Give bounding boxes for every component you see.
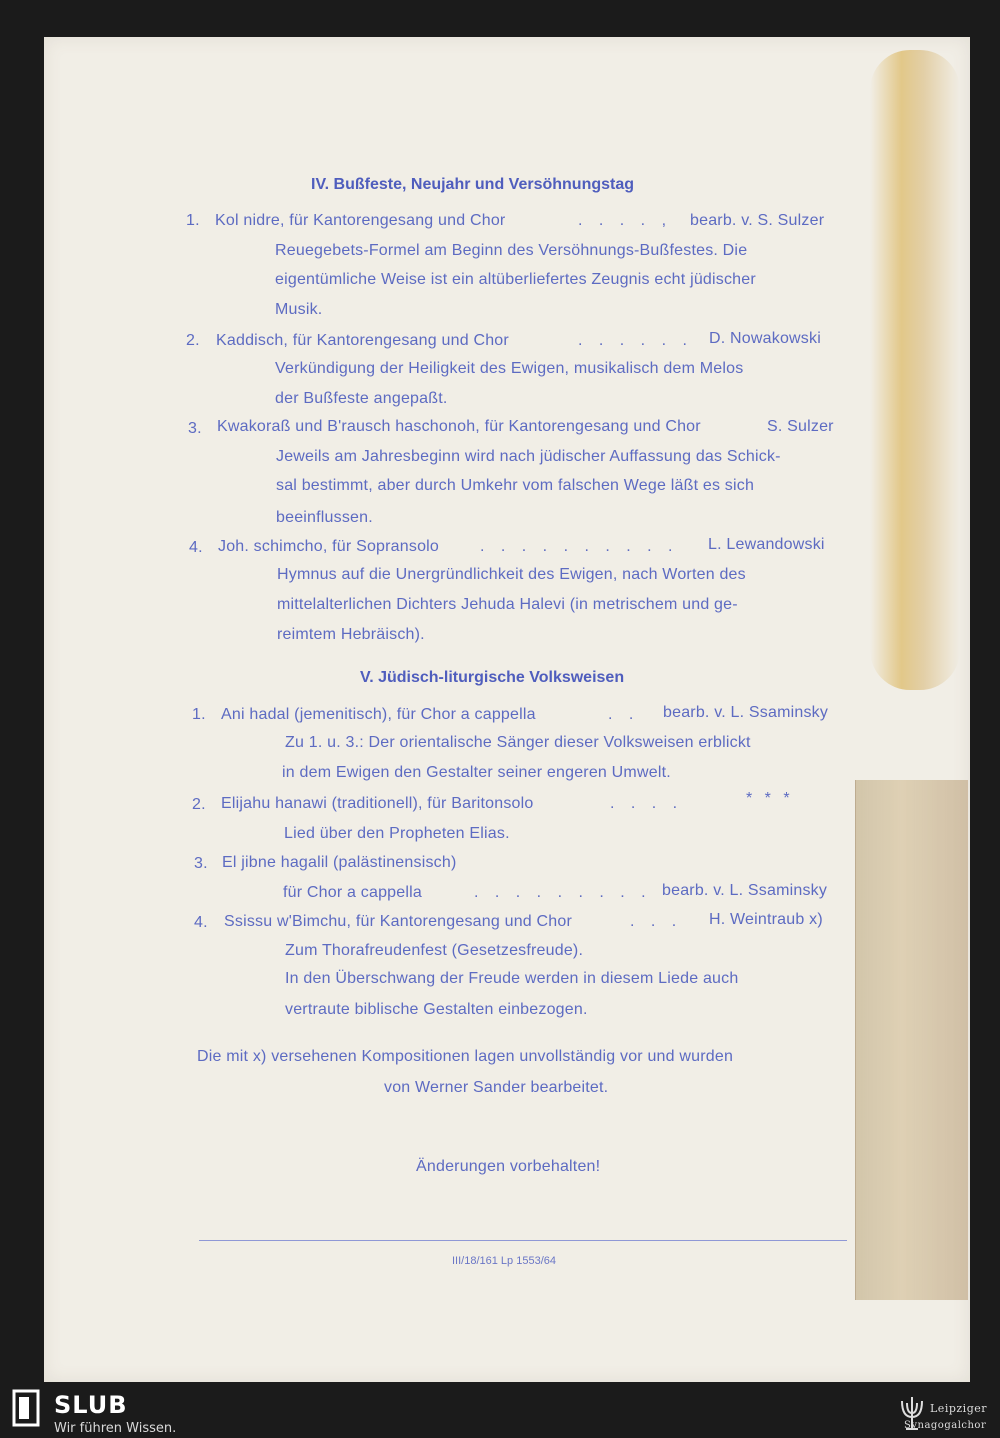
- brand-name: SLUB: [54, 1391, 128, 1419]
- item-description-line: beeinflussen.: [276, 509, 373, 526]
- item-description-line: Lied über den Propheten Elias.: [284, 825, 510, 842]
- item-composer: bearb. v. L. Ssaminsky: [662, 882, 828, 899]
- item-description-line: In den Überschwang der Freude werden in diesem Liede auch: [285, 970, 739, 987]
- item-description-line: reimtem Hebräisch).: [277, 626, 425, 643]
- paper-stain: [870, 50, 960, 690]
- item-description-line: Jeweils am Jahresbeginn wird nach jüdischer Auffassung das Schick-: [276, 448, 781, 465]
- item-dots: . . . .: [610, 795, 684, 812]
- item-composer: D. Nowakowski: [709, 330, 821, 347]
- item-title: Ssissu w'Bimchu, für Kantorengesang und Chor: [224, 913, 573, 930]
- partner-name-line2: Synagogalchor: [904, 1420, 987, 1431]
- item-description-line: sal bestimmt, aber durch Umkehr vom falschen Wege läßt es sich: [276, 477, 755, 494]
- item-dots: . . . . . . . . . .: [480, 538, 679, 555]
- item-dots: . . . . . . . . .: [474, 884, 652, 901]
- item-number: 1.: [186, 212, 200, 229]
- item-composer: L. Lewandowski: [708, 536, 825, 553]
- item-description-line: Zum Thorafreudenfest (Gesetzesfreude).: [285, 942, 584, 959]
- item-number: 1.: [192, 706, 206, 723]
- brand-tagline: Wir führen Wissen.: [54, 1421, 177, 1436]
- item-description-line: in dem Ewigen den Gestalter seiner engeren Umwelt.: [282, 764, 671, 781]
- item-title: Kwakoraß und B'rausch haschonoh, für Kantorengesang und Chor: [217, 418, 701, 435]
- item-number: 3.: [194, 855, 208, 872]
- tape-strip: [855, 780, 968, 1300]
- slub-logo-icon: [10, 1389, 42, 1427]
- item-number: 2.: [186, 332, 200, 349]
- note-line: von Werner Sander bearbeitet.: [384, 1079, 609, 1096]
- item-composer: S. Sulzer: [767, 418, 834, 435]
- item-dots: . . . . . .: [578, 332, 693, 349]
- partner-name-line1: Leipziger: [930, 1402, 987, 1415]
- item-description-line: Verkündigung der Heiligkeit des Ewigen, musikalisch dem Melos: [275, 360, 744, 377]
- item-composer: bearb. v. S. Sulzer: [690, 212, 825, 229]
- item-number: 4.: [189, 539, 203, 556]
- item-composer: H. Weintraub x): [709, 911, 823, 928]
- item-number: 2.: [192, 796, 206, 813]
- item-description-line: mittelalterlichen Dichters Jehuda Halevi (in metrischem und ge-: [277, 596, 738, 613]
- item-number: 3.: [188, 420, 202, 437]
- item-description-line: Reuegebets-Formel am Beginn des Versöhnungs-Bußfestes. Die: [275, 242, 748, 259]
- item-composer: * * *: [746, 790, 794, 807]
- item-description-line: Musik.: [275, 301, 323, 318]
- changes-reserved: Änderungen vorbehalten!: [416, 1158, 601, 1175]
- item-title: Kaddisch, für Kantorengesang und Chor: [216, 332, 509, 349]
- section-heading-v: V. Jüdisch-liturgische Volksweisen: [360, 669, 625, 686]
- item-title: Elijahu hanawi (traditionell), für Baritonsolo: [221, 795, 534, 812]
- item-description-line: Hymnus auf die Unergründlichkeit des Ewigen, nach Worten des: [277, 566, 746, 583]
- item-description-line: der Bußfeste angepaßt.: [275, 390, 448, 407]
- item-title: Kol nidre, für Kantorengesang und Chor: [215, 212, 506, 229]
- item-dots: . . .: [630, 913, 683, 930]
- footer-rule: [199, 1240, 847, 1241]
- item-title: Ani hadal (jemenitisch), für Chor a cappella: [221, 706, 536, 723]
- item-title: Joh. schimcho, für Sopransolo: [218, 538, 440, 555]
- item-description-line: eigentümliche Weise ist ein altüberliefertes Zeugnis echt jüdischer: [275, 271, 756, 288]
- item-composer: bearb. v. L. Ssaminsky: [663, 704, 829, 721]
- note-line: Die mit x) versehenen Kompositionen lagen unvollständig vor und wurden: [197, 1048, 734, 1065]
- section-heading-iv: IV. Bußfeste, Neujahr und Versöhnungstag: [311, 176, 635, 193]
- item-dots: . . . . ,: [578, 212, 673, 229]
- item-description-line: vertraute biblische Gestalten einbezogen.: [285, 1001, 588, 1018]
- item-description-line: Zu 1. u. 3.: Der orientalische Sänger dieser Volksweisen erblickt: [285, 734, 751, 751]
- item-title: El jibne hagalil (palästinensisch): [222, 854, 457, 871]
- print-code: III/18/161 Lp 1553/64: [452, 1255, 556, 1267]
- item-dots: . .: [608, 706, 640, 723]
- item-number: 4.: [194, 914, 208, 931]
- item-title-continued: für Chor a cappella: [283, 884, 422, 901]
